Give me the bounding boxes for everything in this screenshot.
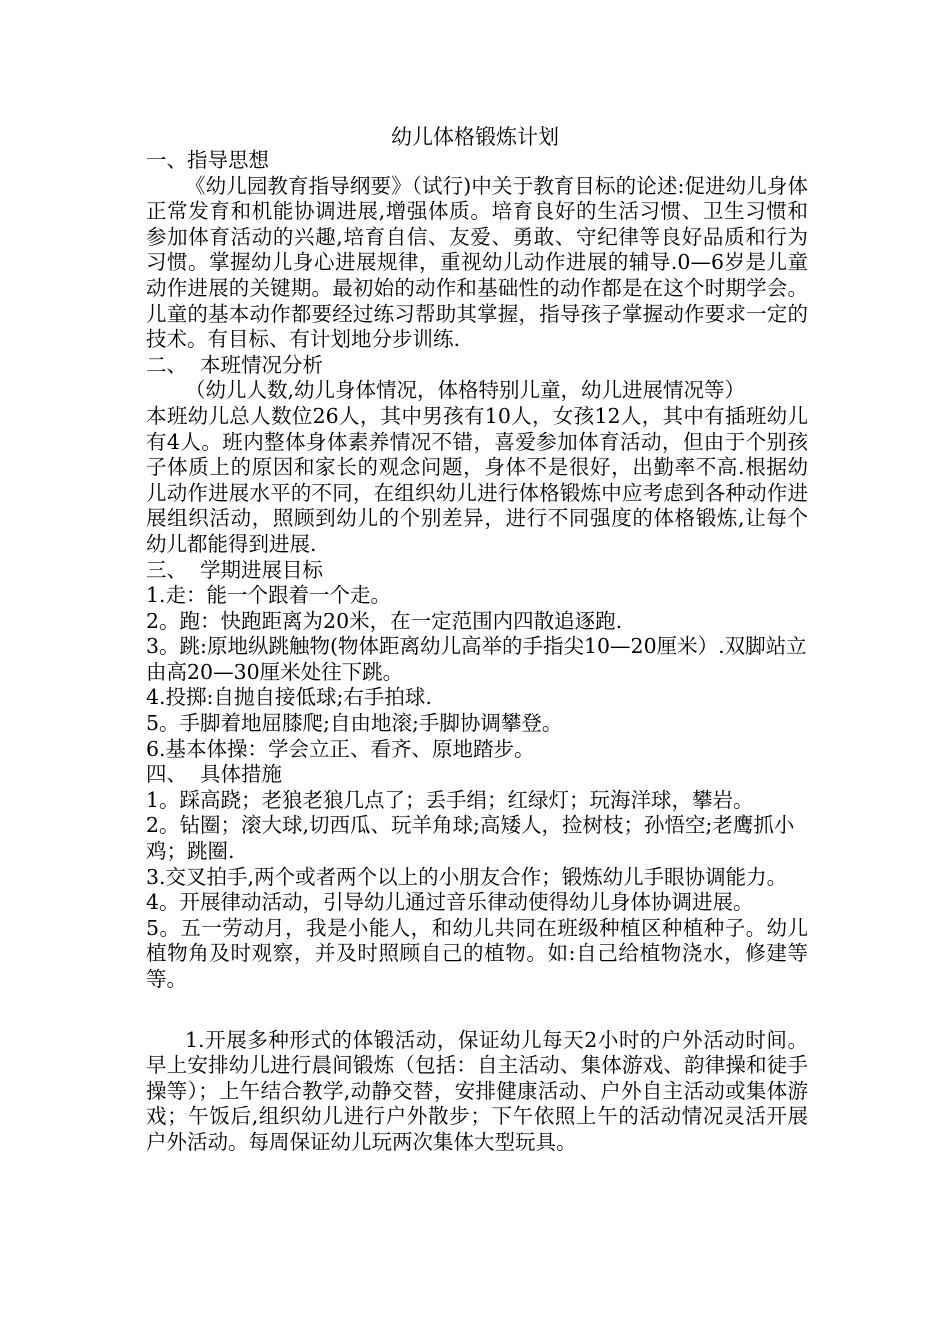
paragraph-gap <box>146 993 808 1028</box>
document-body <box>146 148 808 1156</box>
goal-item: 5。手脚着地屈膝爬;自由地滚;手脚协调攀登。 <box>146 711 563 736</box>
paragraph-outdoor-activities: 1.开展多种形式的体锻活动，保证幼儿每天2小时的户外活动时间。早上安排幼儿进行晨间锻炼（包括：自主活动、集体游戏、韵律操和徒手操等）；上午结合教学,动静交替，安排健康活动、户外自主活动或集体游戏；午饭后,组织幼儿进行户外散步；下午依照上午的活动情况灵活开展户外活动。每周保证幼儿玩两次集体大型玩具。 <box>146 1027 808 1154</box>
goal-item: 4.投掷:自抛自接低球;右手拍球. <box>146 685 432 710</box>
section-heading-class-analysis: 二、 本班情况分析 <box>146 352 324 377</box>
section-heading-guiding-ideology: 一、指导思想 <box>146 148 269 172</box>
section-heading-measures: 四、 具体措施 <box>146 762 283 787</box>
goal-item: 2。跑：快跑距离为20米，在一定范围内四散追逐跑. <box>146 608 623 633</box>
class-analysis-note: （幼儿人数,幼儿身体情况，体格特别儿童，幼儿进展情况等） <box>185 378 746 403</box>
goal-item: 6.基本体操：学会立正、看齐、原地踏步。 <box>146 736 535 761</box>
document-title: 幼儿体格锻炼计划 <box>391 125 559 149</box>
goal-item: 3。跳:原地纵跳触物(物体距离幼儿高举的手指尖10—20厘米）.双脚站立由高20—30厘米处往下跳。 <box>146 634 807 684</box>
measure-item: 5。五一劳动月，我是小能人，和幼儿共同在班级种植区种植种子。幼儿植物角及时观察，并及时照顾自己的植物。如:自己给植物浇水，修建等等。 <box>146 915 808 991</box>
section-heading-semester-goals: 三、 学期进展目标 <box>146 557 324 582</box>
measure-item: 3.交叉拍手,两个或者两个以上的小朋友合作；锻炼幼儿手眼协调能力。 <box>146 864 788 889</box>
paragraph-guiding-ideology: 《幼儿园教育指导纲要》（试行)中关于教育目标的论述:促进幼儿身体正常发育和机能协调进展,增强体质。培育良好的生活习惯、卫生习惯和参加体育活动的兴趣,培育自信、友爱、勇敢、守纪律等良好品质和行为习惯。掌握幼儿身心进展规律，重视幼儿动作进展的辅导.0—6岁是儿童动作进展的关键期。最初始的动作和基础性的动作都是在这个时期学会。儿童的基本动作都要经过练习帮助其掌握，指导孩子掌握动作要求一定的技术。有目标、有计划地分步训练. <box>146 173 808 352</box>
paragraph-class-analysis: 本班幼儿总人数位26人，其中男孩有10人，女孩12人，其中有插班幼儿有4人。班内整体身体素养情况不错，喜爱参加体育活动，但由于个别孩子体质上的原因和家长的观念问题，身体不是很好，出勤率不高.根据幼儿动作进展水平的不同，在组织幼儿进行体格锻炼中应考虑到各种动作进展组织活动，照顾到幼儿的个别差异，进行不同强度的体格锻炼,让每个幼儿都能得到进展. <box>146 403 808 556</box>
goal-item: 1.走：能一个跟着一个走。 <box>146 583 392 608</box>
measure-item: 1。踩高跷；老狼老狼几点了；丢手绢；红绿灯；玩海洋球，攀岩。 <box>146 787 754 812</box>
measure-item: 4。开展律动活动，引导幼儿通过音乐律动使得幼儿身体协调进展。 <box>146 890 754 915</box>
measure-item: 2。钻圈；滚大球,切西瓜、玩羊角球;高矮人，捡树枝；孙悟空;老鹰抓小鸡；跳圈. <box>146 813 795 864</box>
